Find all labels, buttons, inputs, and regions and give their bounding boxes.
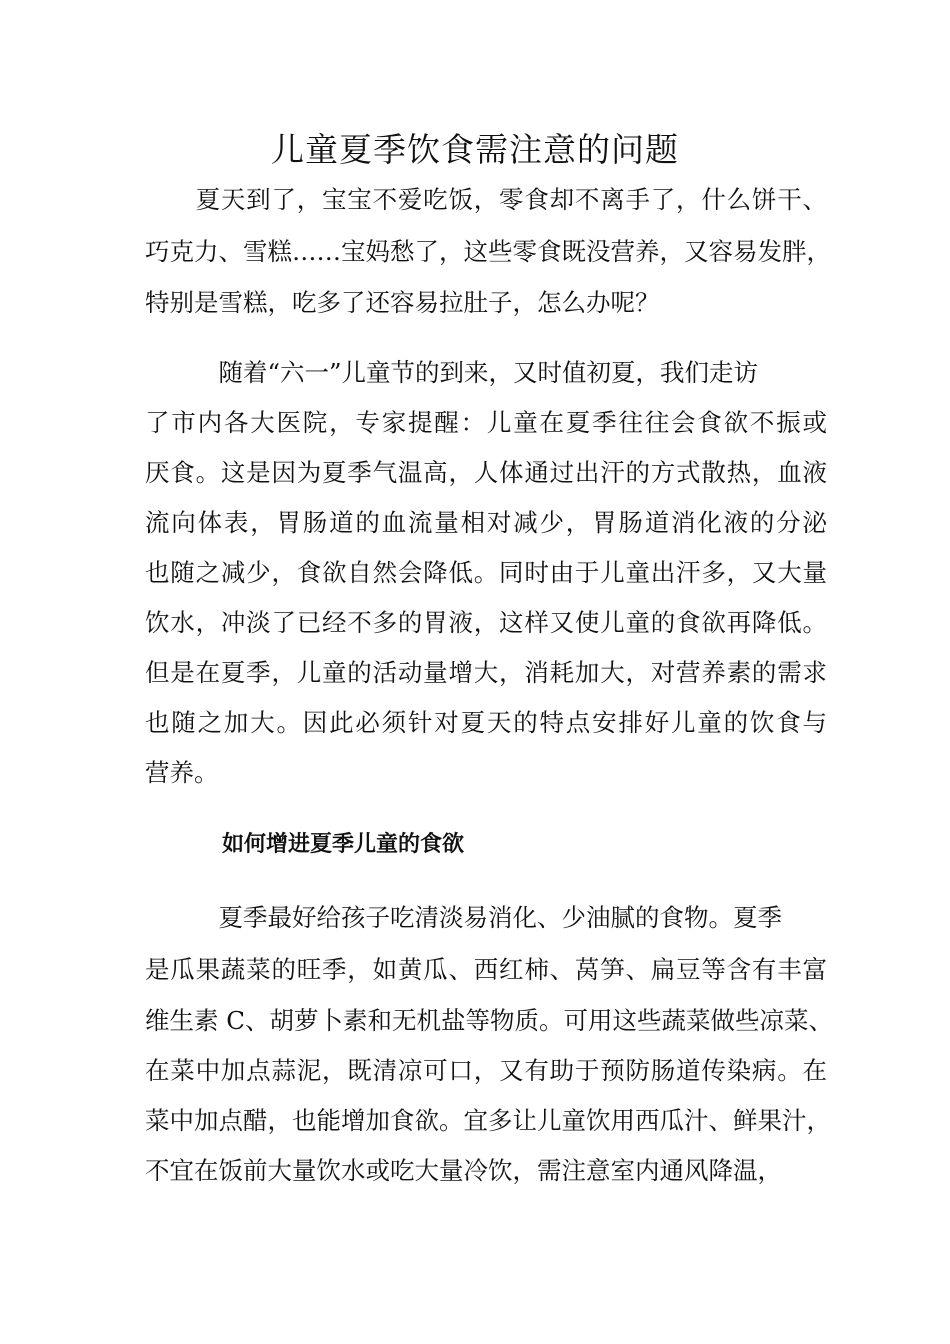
paragraph-2-line-2: 了市内各大医院，专家提醒：儿童在夏季往往会食欲不振或: [145, 408, 827, 437]
paragraph-2-line-8: 也随之加大。因此必须针对夏天的特点安排好儿童的饮食与: [145, 708, 827, 737]
paragraph-2-line-4: 流向体表，胃肠道的血流量相对减少，胃肠道消化液的分泌: [145, 508, 827, 537]
paragraph-3-line-6: 不宜在饭前大量饮水或吃大量冷饮，需注意室内通风降温，: [145, 1156, 782, 1185]
paragraph-1-line-1: 夏天到了，宝宝不爱吃饭，零食却不离手了，什么饼干、: [145, 185, 827, 214]
paragraph-1-line-3: 特别是雪糕，吃多了还容易拉肚子，怎么办呢？: [145, 288, 660, 317]
paragraph-2-line-5: 也随之减少，食欲自然会降低。同时由于儿童出汗多，又大量: [145, 558, 827, 587]
paragraph-2-line-6: 饮水，冲淡了已经不多的胃液，这样又使儿童的食欲再降低。: [145, 608, 827, 637]
section-heading: 如何增进夏季儿童的食欲: [222, 832, 465, 857]
paragraph-1-line-2: 巧克力、雪糕……宝妈愁了，这些零食既没营养，又容易发胖，: [145, 237, 831, 266]
paragraph-3-line-4: 在菜中加点蒜泥，既清凉可口，又有助于预防肠道传染病。在: [145, 1056, 827, 1085]
paragraph-3-line-5: 菜中加点醋，也能增加食欲。宜多让儿童饮用西瓜汁、鲜果汁，: [145, 1106, 831, 1135]
paragraph-2-line-9: 营养。: [145, 758, 219, 787]
paragraph-3-line-1: 夏季最好给孩子吃清淡易消化、少油腻的食物。夏季: [145, 903, 782, 932]
paragraph-3-line-2: 是瓜果蔬菜的旺季，如黄瓜、西红柿、莴笋、扁豆等含有丰富: [145, 955, 827, 984]
paragraph-3-line-3: 维生素 C、胡萝卜素和无机盐等物质。可用这些蔬菜做些凉菜、: [145, 1006, 834, 1035]
paragraph-2-line-3: 厌食。这是因为夏季气温高，人体通过出汗的方式散热，血液: [145, 458, 827, 487]
document-title: 儿童夏季饮食需注意的问题: [271, 130, 679, 169]
paragraph-2-line-7: 但是在夏季，儿童的活动量增大，消耗加大，对营养素的需求: [145, 658, 827, 687]
paragraph-2-line-1: 随着“六一”儿童节的到来，又时值初夏，我们走访: [145, 358, 759, 387]
